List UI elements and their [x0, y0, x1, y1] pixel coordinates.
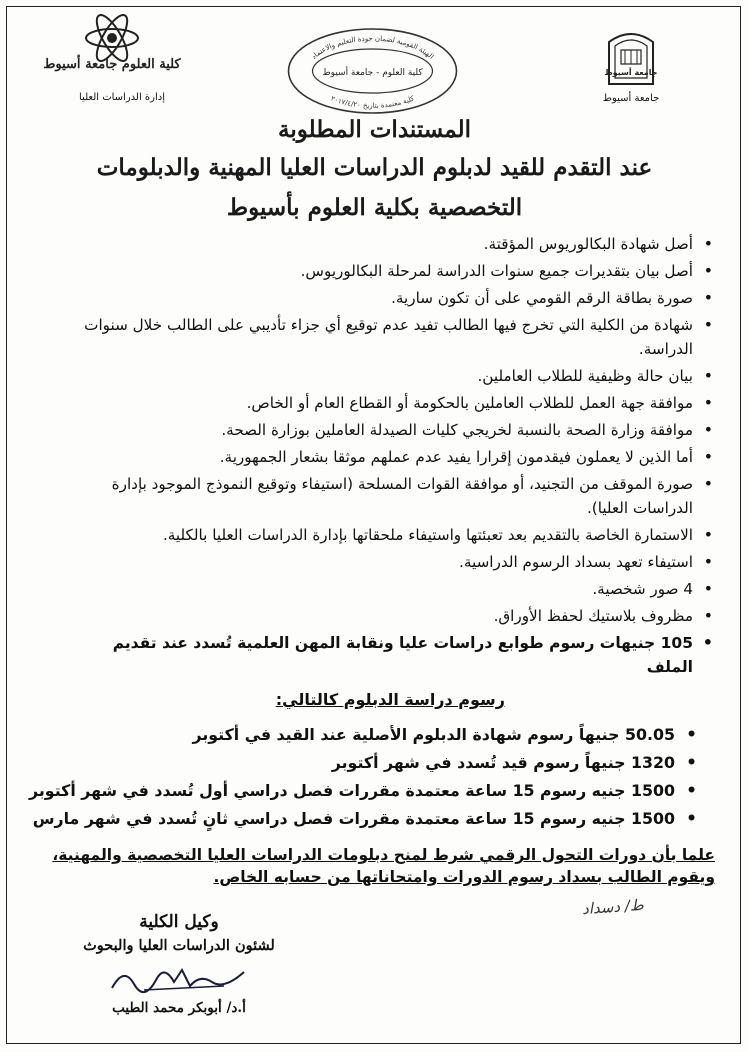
svg-text:الهيئة القومية لضمان جودة التع: [310, 35, 435, 61]
atom-emblem-icon: [43, 16, 181, 78]
seal-outer-text: الهيئة القومية لضمان جودة التعليم والاعتماد: [309, 34, 436, 61]
page-subtitle-line2: التخصصية بكلية العلوم بأسيوط: [226, 194, 523, 221]
right-logo-text: جامعة أسيوط: [604, 68, 658, 77]
list-item: • مظروف بلاستيك لحفظ الأوراق.: [72, 604, 719, 628]
list-item: • الاستمارة الخاصة بالتقديم بعد تعبئتها واستيفاء ملحقاتها بإدارة الدراسات العليا بالكلية.: [72, 523, 719, 547]
list-item: • صورة بطاقة الرقم القومي على أن تكون سارية.: [72, 286, 719, 310]
signature-scribble-icon: [104, 960, 254, 996]
list-item: • موافقة جهة العمل للطلاب العاملين بالحكومة أو القطاع العام أو الخاص.: [72, 391, 719, 415]
list-item: • استيفاء تعهد بسداد الرسوم الدراسية.: [72, 550, 719, 574]
fee-item: • 1500 جنيه رسوم 15 ساعة معتمدة مقررات فصل دراسي أول تُسدد في شهر أكتوبر: [40, 778, 701, 804]
svg-text:كلية معتمدة بتاريخ ٢٠١٧/٤/٢٠: [330, 94, 416, 110]
signature-block: [54, 910, 304, 1016]
university-emblem-icon: [603, 28, 659, 86]
right-caption: جامعة أسيوط: [602, 93, 660, 104]
list-item: • أصل بيان بتقديرات جميع سنوات الدراسة لمرحلة البكالوريوس.: [72, 259, 719, 283]
faculty-logo: [43, 16, 181, 103]
fees-list: [29, 722, 701, 834]
signatory-title: وكيل الكلية: [139, 912, 219, 932]
list-item: • أما الذين لا يعملون فيقدمون إقرارا يفيد عدم عملهم موثقا بشعار الجمهورية.: [72, 445, 719, 469]
signatory-subtitle: لشئون الدراسات العليا والبحوث: [83, 937, 275, 954]
logo-text: كلية العلوم جامعة أسيوط: [43, 57, 181, 72]
fees-heading: رسوم دراسة الدبلوم كالتالي:: [275, 690, 505, 709]
seal-bottom-text: كلية معتمدة بتاريخ ٢٠١٧/٤/٢٠: [329, 94, 416, 110]
fee-item: • 1500 جنيه رسوم 15 ساعة معتمدة مقررات فصل دراسي ثانٍ تُسدد في شهر مارس: [40, 806, 701, 832]
digital-transformation-note: علما بأن دورات التحول الرقمي شرط لمنح دبلومات الدراسات العليا التخصصية والمهنية، ويقوم الطالب بسداد رسوم الدورات وامتحاناتها من حسابه الخاص.: [52, 846, 715, 886]
signatory-name: أ.د/ أبوبكر محمد الطيب: [112, 1000, 246, 1016]
list-item: • بيان حالة وظيفية للطلاب العاملين.: [72, 364, 719, 388]
list-item: • 105 جنيهات رسوم طوابع دراسات عليا ونقابة المهن العلمية تُسدد عند تقديم الملف: [72, 631, 719, 679]
list-item: • موافقة وزارة الصحة بالنسبة لخريجي كليات الصيدلة العاملين بوزارة الصحة.: [72, 418, 719, 442]
seal-inner-text: كلية العلوم - جامعة أسيوط: [322, 68, 423, 78]
list-item: • أصل شهادة البكالوريوس المؤقتة.: [72, 232, 719, 256]
accreditation-seal: [285, 26, 460, 116]
list-item: • شهادة من الكلية التي تخرج فيها الطالب تفيد عدم توقيع أي جزاء تأديبي على الطالب خلال سنوات الدراسة.: [72, 313, 719, 361]
page-title: المستندات المطلوبة: [277, 116, 471, 143]
left-caption: إدارة الدراسات العليا: [79, 92, 165, 103]
university-logo: [596, 28, 666, 104]
fee-item: • 50.05 جنيهاً رسوم شهادة الدبلوم الأصلية عند القيد في أكتوبر: [40, 722, 701, 748]
handwritten-note: ط/ دسداد: [581, 895, 645, 919]
list-item: • صورة الموقف من التجنيد، أو موافقة القوات المسلحة (استيفاء وتوقيع النموذج الموجود بإدارة الدراسات العليا).: [72, 472, 719, 520]
page-subtitle-line1: عند التقدم للقيد لدبلوم الدراسات العليا المهنية والدبلومات: [96, 154, 653, 181]
documents-list: [72, 232, 719, 682]
list-item: • 4 صور شخصية.: [72, 577, 719, 601]
fee-item: • 1320 جنيهاً رسوم قيد تُسدد في شهر أكتوبر: [40, 750, 701, 776]
